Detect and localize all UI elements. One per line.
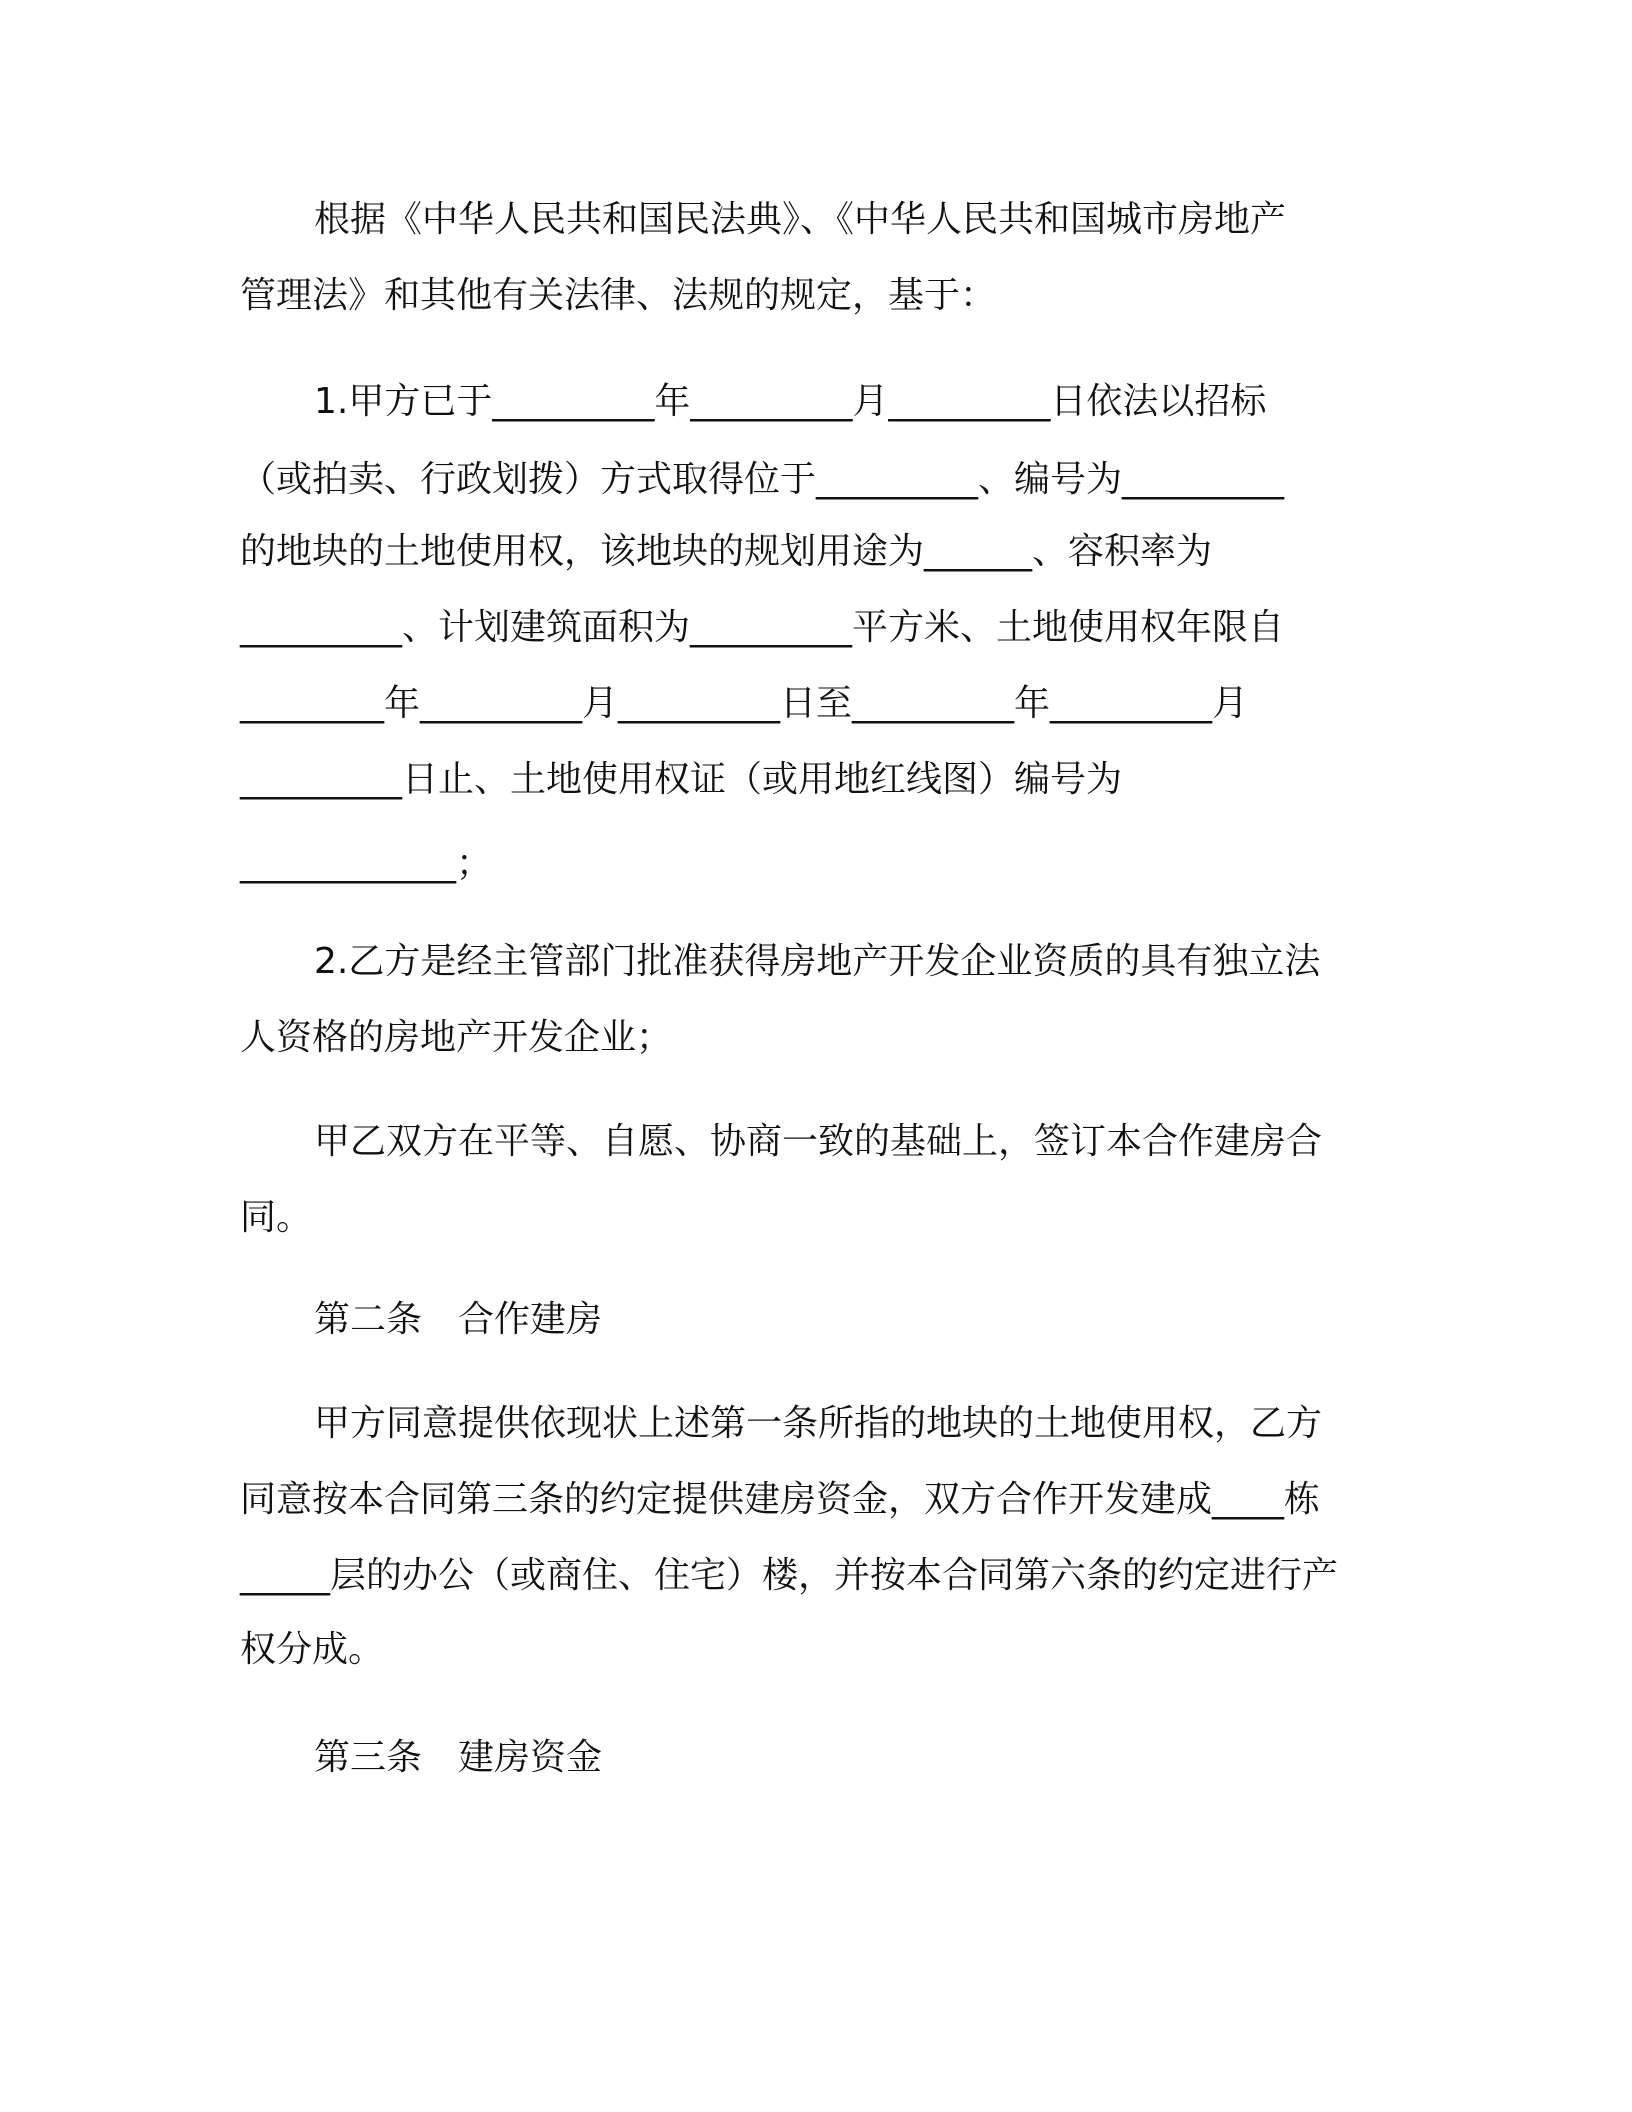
- item2-line-1: 2.乙方是经主管部门批准获得房地产开发企业资质的具有独立法: [314, 941, 1321, 982]
- item1-line-4: _________、计划建筑面积为_________平方米、土地使用权年限自: [240, 607, 1285, 648]
- preamble-line-2: 管理法》和其他有关法律、法规的规定，基于：: [240, 275, 997, 316]
- agreement-line-1: 甲乙双方在平等、自愿、协商一致的基础上，签订本合作建房合: [314, 1121, 1323, 1162]
- item1-line-7: ____________；: [240, 843, 493, 884]
- item1-line-6: _________日止、土地使用权证（或用地红线图）编号为: [240, 759, 1123, 800]
- article2-heading: 第二条 合作建房: [314, 1299, 603, 1340]
- article2-line-3: _____层的办公（或商住、住宅）楼，并按本合同第六条的约定进行产: [240, 1555, 1339, 1596]
- article3-heading: 第三条 建房资金: [314, 1737, 603, 1778]
- item1-line-2: （或拍卖、行政划拨）方式取得位于_________、编号为_________: [240, 459, 1285, 500]
- article2-line-4: 权分成。: [240, 1629, 385, 1670]
- item1-line-1: 1.甲方已于_________年_________月_________日依法以招标: [314, 381, 1267, 422]
- item1-line-5: ________年_________月_________日至_________年_________月: [240, 683, 1248, 724]
- article2-line-2: 同意按本合同第三条的约定提供建房资金，双方合作开发建成____栋: [240, 1479, 1321, 1520]
- article2-line-1: 甲方同意提供依现状上述第一条所指的地块的土地使用权，乙方: [314, 1403, 1323, 1444]
- agreement-line-2: 同。: [240, 1197, 313, 1238]
- preamble-line-1: 根据《中华人民共和国民法典》、《中华人民共和国城市房地产: [314, 199, 1287, 240]
- item2-line-2: 人资格的房地产开发企业；: [240, 1017, 673, 1058]
- item1-line-3: 的地块的土地使用权，该地块的规划用途为______、容积率为: [240, 531, 1213, 572]
